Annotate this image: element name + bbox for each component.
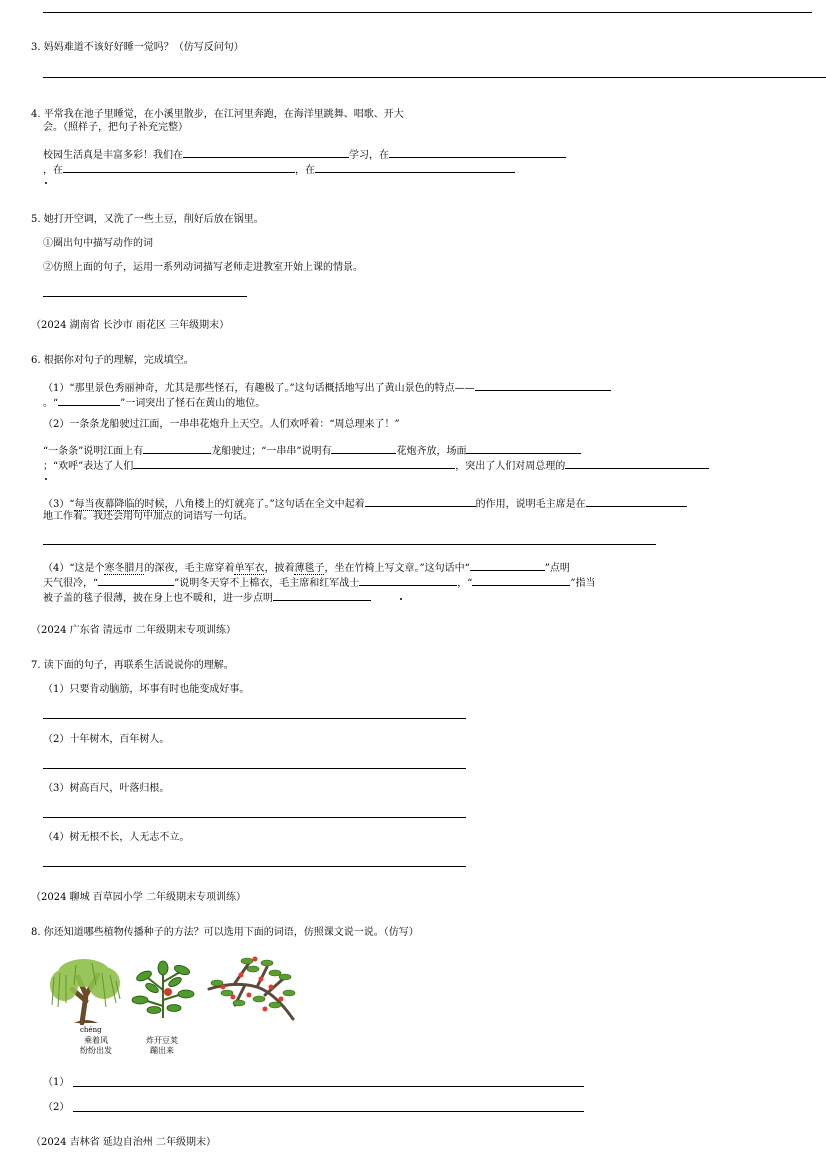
fill-blank[interactable]	[359, 575, 457, 586]
question-text: 根据你对句子的理解，完成填空。	[43, 355, 194, 366]
bean-plant-picture	[130, 960, 196, 1020]
fill-blank[interactable]	[365, 496, 476, 507]
source-label: （2024 湖南省 长沙市 雨花区 三年级期末）	[31, 320, 230, 331]
question-text: 她打开空调，又洗了一些土豆，削好后放在锅里。	[43, 214, 264, 225]
period-dot	[45, 478, 47, 480]
source-label: （2024 广东省 清远市 二年级期末专项训练）	[31, 625, 236, 636]
caption-wind: 乘着风 纷纷出发	[80, 1036, 112, 1055]
fill-blank[interactable]	[315, 162, 515, 173]
fill-blank[interactable]	[470, 560, 545, 571]
q6-part-4-row3: 被子盖的毯子很薄，披在身上也不暖和，进一步点明	[43, 590, 371, 605]
q7-item-2: （2）十年树木，百年树人。	[43, 734, 170, 745]
fill-blank[interactable]	[63, 162, 295, 173]
question-7	[31, 660, 234, 672]
q8-answer-2-label: （2）	[43, 1102, 70, 1113]
question-3	[31, 42, 244, 54]
fill-blank[interactable]	[475, 380, 611, 391]
pinyin-label: chéng	[80, 1026, 102, 1034]
question-number: 7.	[31, 660, 41, 671]
berry-branch-picture	[205, 953, 297, 1023]
question-text: 平常我在池子里睡觉，在小溪里散步，在江河里奔跑，在海洋里跳舞、唱歌、开大	[43, 109, 404, 120]
fill-row-2: ，在 ，在	[43, 162, 515, 177]
fill-row-1: 校园生活真是丰富多彩！我们在 学习，在	[43, 147, 566, 162]
sub-question-2: ②仿照上面的句子，运用一系列动词描写老师走进教室开始上课的情景。	[43, 262, 363, 273]
question-4	[31, 109, 404, 121]
sub-question-1: ①圈出句中描写动作的词	[43, 238, 153, 249]
question-8	[31, 927, 419, 939]
question-text: 读下面的句子，再联系生活说说你的理解。	[43, 660, 234, 671]
fill-blank[interactable]	[183, 147, 349, 158]
fill-blank[interactable]	[273, 590, 371, 601]
q6-part-2: （2）一条条龙船驶过江面，一串串花炮升上天空。人们欢呼着：“周总理来了！”	[43, 419, 400, 430]
willow-tree-picture	[46, 955, 124, 1025]
answer-line[interactable]	[43, 544, 656, 545]
question-number: 3.	[31, 42, 41, 53]
q8-answer-1-label: （1）	[43, 1077, 70, 1088]
source-label: （2024 吉林省 延边自治州 二年级期末）	[31, 1137, 216, 1148]
fill-blank[interactable]	[133, 458, 455, 469]
fill-blank[interactable]	[565, 458, 709, 469]
answer-line[interactable]	[73, 1111, 584, 1112]
q6-part-2-row2: ；“欢呼”表达了人们 ，突出了人们对周总理的	[43, 458, 709, 473]
question-6	[31, 355, 194, 367]
q6-part-1-cont: 。“ ”一词突出了怪石在黄山的地位。	[43, 395, 265, 410]
fill-blank[interactable]	[466, 443, 581, 454]
fill-blank[interactable]	[98, 575, 174, 586]
question-5	[31, 214, 264, 226]
question-text: 你还知道哪些植物传播种子的方法？可以选用下面的词语，仿照课文说一说。（仿写）	[43, 927, 419, 938]
question-text-cont: 会。（照样子，把句子补充完整）	[43, 122, 188, 133]
q6-part-4-row2: 天气很冷，“ ”说明冬天穿不上棉衣，毛主席和红军战士 ，“ ”指当	[43, 575, 596, 590]
period-dot	[45, 182, 47, 184]
answer-line[interactable]	[73, 1086, 584, 1087]
source-label: （2024 聊城 百草园小学 二年级期末专项训练）	[31, 892, 246, 903]
fill-blank[interactable]	[58, 395, 120, 406]
fill-blank[interactable]	[331, 443, 396, 454]
q7-item-1: （1）只要肯动脑筋，坏事有时也能变成好事。	[43, 684, 250, 695]
q6-part-3: （3）“每当夜幕降临的时候，八角楼上的灯就亮了。”这句话在全文中起着 的作用，说明毛主席是在	[43, 496, 687, 511]
answer-line[interactable]	[43, 296, 247, 297]
question-number: 4.	[31, 109, 41, 120]
answer-line[interactable]	[43, 718, 466, 719]
answer-line[interactable]	[43, 77, 826, 78]
answer-line[interactable]	[43, 817, 466, 818]
q7-item-4: （4）树无根不长，人无志不立。	[43, 832, 190, 843]
q6-part-2-row: “一条条”说明江面上有 龙船驶过；“一串串”说明有 花炮齐放，场面	[43, 443, 581, 458]
question-text: 妈妈难道不该好好睡一觉吗？（仿写反问句）	[43, 42, 244, 53]
period-dot	[400, 598, 402, 600]
fill-blank[interactable]	[389, 147, 566, 158]
q7-item-3: （3）树高百尺，叶落归根。	[43, 783, 170, 794]
q6-part-3-cont: 地工作着。我还会用句中加点的词语写一句话。	[43, 511, 253, 522]
fill-blank[interactable]	[472, 575, 570, 586]
answer-line[interactable]	[43, 768, 466, 769]
fill-blank[interactable]	[586, 496, 687, 507]
question-number: 5.	[31, 214, 41, 225]
fill-blank[interactable]	[143, 443, 211, 454]
answer-line[interactable]	[43, 866, 466, 867]
q6-part-4: （4）“这是个寒冬腊月的深夜，毛主席穿着单军衣，披着薄毯子，坐在竹椅上写文章。”这句话中“ ”点明	[43, 560, 570, 575]
question-number: 6.	[31, 355, 41, 366]
question-number: 8.	[31, 927, 41, 938]
caption-pod: 炸开豆荚 蹦出来	[146, 1036, 178, 1055]
q6-part-1: （1）“那里景色秀丽神奇，尤其是那些怪石，有趣极了。”这句话概括地写出了黄山景色的特点——	[43, 380, 611, 395]
answer-line[interactable]	[43, 12, 812, 13]
